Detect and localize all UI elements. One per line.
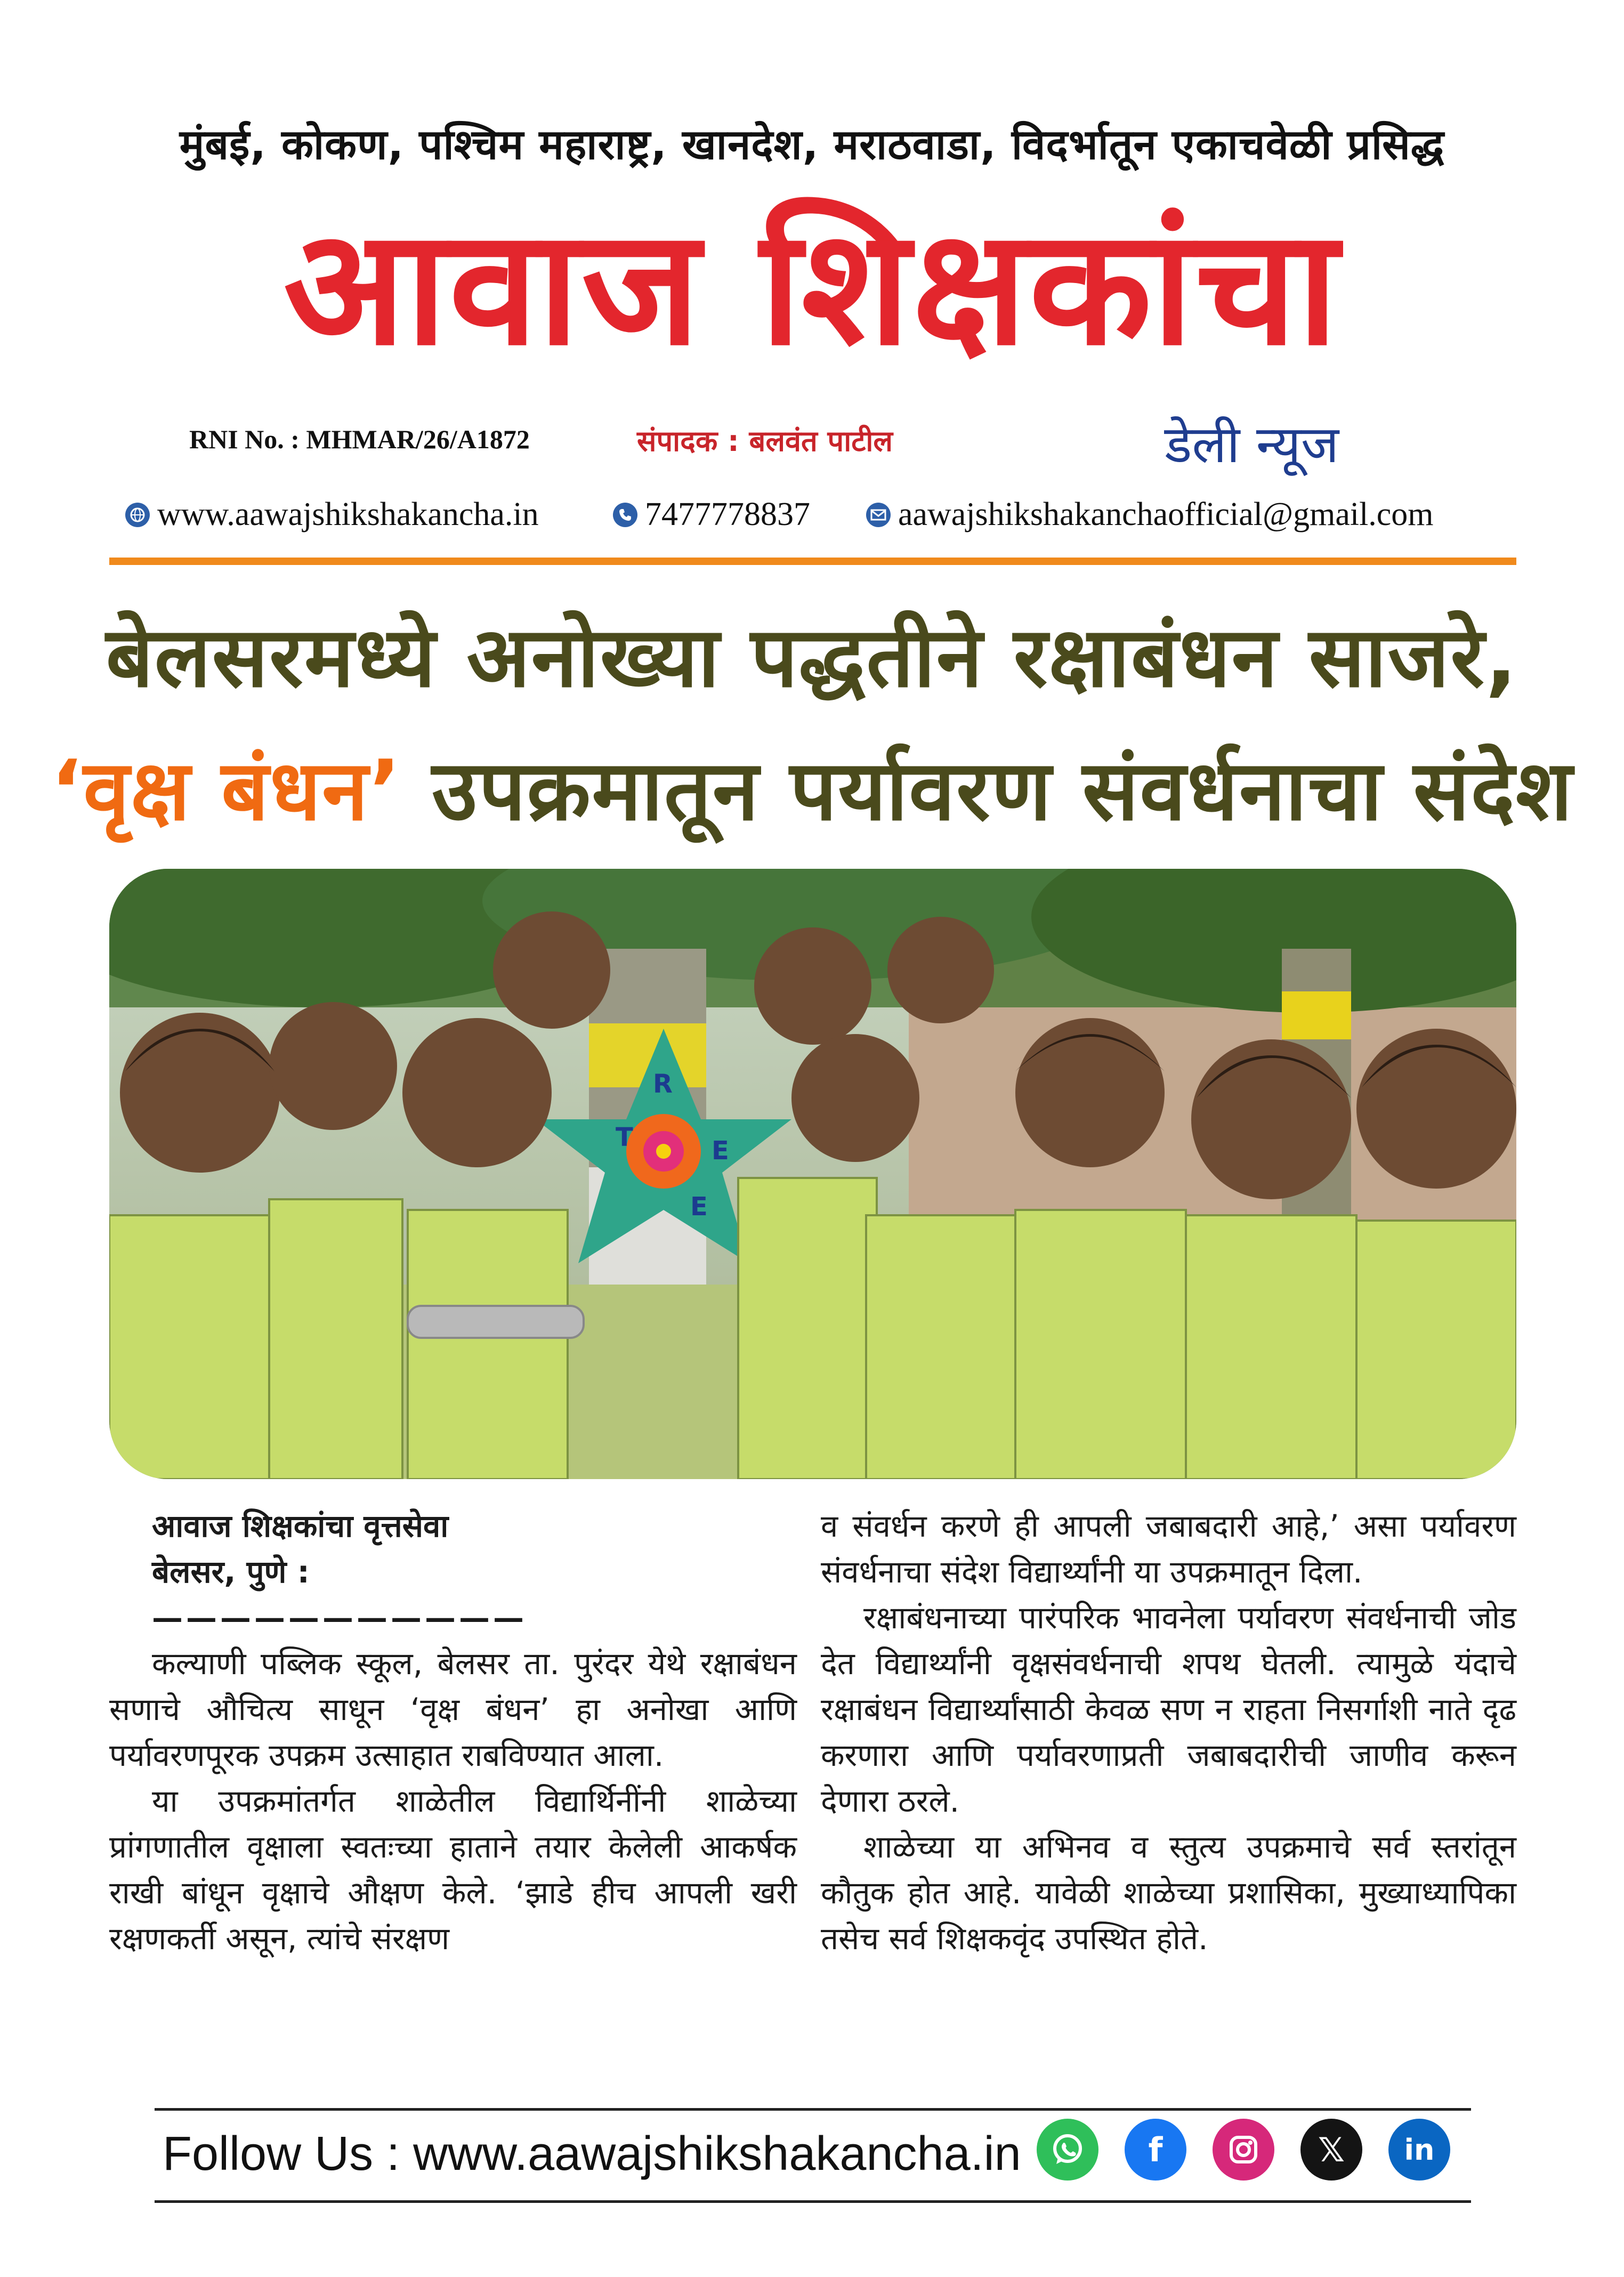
phone-contact[interactable] — [613, 496, 810, 534]
masthead-tagline: मुंबई, कोकण, पश्चिम महाराष्ट्र, खानदेश, मराठवाडा, विदर्भातून एकाचवेळी प्रसिद्ध — [179, 121, 1445, 169]
facebook-icon[interactable] — [1125, 2119, 1186, 2181]
news-photo-illustration — [109, 869, 1516, 1479]
header-divider — [109, 558, 1516, 565]
follow-us-link[interactable]: Follow Us : www.aawajshikshakancha.in — [163, 2127, 1021, 2181]
x-glyph: 𝕏 — [1318, 2130, 1345, 2169]
email-icon — [866, 503, 891, 527]
rakhi-letter: R — [653, 1069, 673, 1099]
article-paragraph: रक्षाबंधनाच्या पारंपरिक भावनेला पर्यावरण संवर्धनाची जोड देत विद्यार्थ्यांनी वृक्षसंवर्धनाची शपथ घेतली. त्यामुळे यंदाचे रक्षाबंधन विद्यार्थ्यांसाठी केवळ सण न राहता निसर्गाशी नाते दृढ करणारा आणि पर्यावरणाप्रती जबाबदारीची जाणीव करून देणारा ठरले. — [821, 1600, 1516, 1819]
article-paragraph: कल्याणी पब्लिक स्कूल, बेलसर ता. पुरंदर येथे रक्षाबंधन सणाचे औचित्य साधून ‘वृक्ष बंधन’ हा अनोखा आणि पर्यावरणपूरक उपक्रम उत्साहात राबविण्यात आला. — [109, 1645, 797, 1773]
headline-line-1: बेलसरमध्ये अनोख्या पद्धतीने रक्षाबंधन साजरे, — [106, 609, 1518, 706]
email-text: aawajshikshakanchaofficial@gmail.com — [898, 496, 1434, 532]
article-paragraph: व संवर्धन करणे ही आपली जबाबदारी आहे,’ असा पर्यावरण संवर्धनाचा संदेश विद्यार्थ्यांनी या उपक्रमातून दिला. — [821, 1508, 1516, 1590]
article-separator: ——————————— — [152, 1600, 527, 1636]
globe-icon — [125, 503, 150, 527]
linkedin-glyph: in — [1404, 2133, 1435, 2167]
editor-credit: संपादक : बलवंत पाटील — [637, 424, 893, 458]
rni-number: RNI No. : MHMAR/26/A1872 — [189, 424, 530, 454]
headline-highlight: ‘वृक्ष बंधन’ — [50, 742, 402, 839]
newspaper-title: आवाज शिक्षकांचा — [283, 195, 1341, 381]
x-icon[interactable] — [1300, 2119, 1362, 2181]
linkedin-icon[interactable] — [1388, 2119, 1450, 2181]
rakhi-letter: T — [616, 1123, 633, 1152]
footer-top-rule — [155, 2108, 1471, 2111]
edition-label: डेली न्यूज — [1165, 415, 1339, 474]
headline-line-2 — [0, 730, 1624, 844]
whatsapp-icon[interactable] — [1037, 2119, 1098, 2181]
rakhi-letter: E — [690, 1192, 708, 1222]
email-contact[interactable] — [866, 496, 1434, 534]
news-photo — [109, 869, 1516, 1479]
website-text: www.aawajshikshakancha.in — [157, 496, 539, 532]
article-column-left — [109, 1503, 797, 1961]
article-paragraph: या उपक्रमांतर्गत शाळेतील विद्यार्थिनींनी शाळेच्या प्रांगणातील वृक्षाला स्वतःच्या हाताने तयार केलेली आकर्षक राखी बांधून वृक्षाचे औक्षण केले. ‘झाडे हीच आपली खरी रक्षणकर्ती असून, त्यांचे संरक्षण — [109, 1783, 797, 1957]
article-column-right — [821, 1503, 1516, 1961]
headline-line-2-rest: उपक्रमातून पर्यावरण संवर्धनाचा संदेश — [401, 742, 1574, 839]
rakhi-letter: E — [712, 1136, 729, 1166]
article-dateline: बेलसर, पुणे : — [152, 1554, 310, 1590]
phone-icon — [613, 503, 637, 527]
website-contact[interactable] — [125, 496, 539, 534]
contact-bar — [0, 496, 1624, 533]
facebook-glyph: f — [1148, 2130, 1163, 2169]
phone-text: 7477778837 — [645, 496, 810, 532]
article-byline: आवाज शिक्षकांचा वृत्तसेवा — [152, 1508, 449, 1544]
instagram-icon[interactable] — [1213, 2119, 1274, 2181]
footer-bottom-rule — [155, 2200, 1471, 2203]
article-paragraph: शाळेच्या या अभिनव व स्तुत्य उपक्रमाचे सर्व स्तरांतून कौतुक होत आहे. यावेळी शाळेच्या प्रशासिका, मुख्याध्यापिका तसेच सर्व शिक्षकवृंद उपस्थित होते. — [821, 1829, 1516, 1957]
